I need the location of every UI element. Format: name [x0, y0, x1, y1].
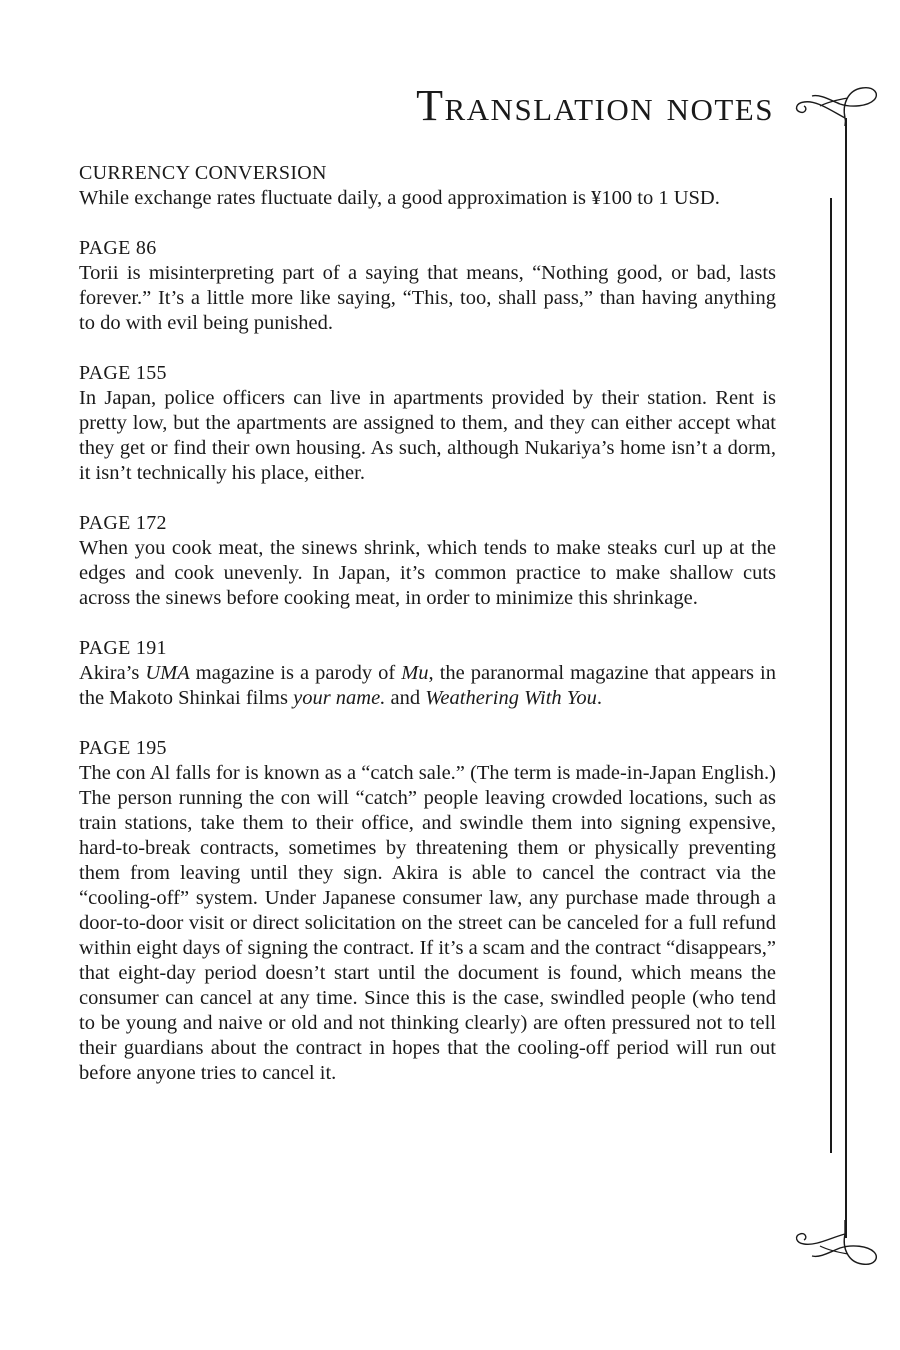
- note-heading: PAGE 195: [79, 737, 167, 759]
- note-heading: CURRENCY CONVERSION: [79, 162, 327, 184]
- note-heading: PAGE 191: [79, 637, 167, 659]
- note-heading: PAGE 172: [79, 512, 167, 534]
- note-text: magazine is a parody of: [189, 662, 402, 684]
- notes-list: [79, 161, 776, 1111]
- film-title: your name.: [293, 687, 386, 709]
- note-page-191: [79, 636, 776, 711]
- note-text: Akira’s: [79, 662, 146, 684]
- note-heading: PAGE 86: [79, 237, 157, 259]
- note-page-155: [79, 361, 776, 486]
- magazine-title: UMA: [145, 662, 190, 684]
- note-page-172: [79, 511, 776, 611]
- note-body: When you cook meat, the sinews shrink, which tends to make steaks curl up at the edges and cook unevenly. In Japan, it’s common practice to make shallow cuts across the sinews before cooking meat, in order to minimize this shrinkage.: [79, 537, 776, 609]
- note-page-195: [79, 736, 776, 1086]
- flourish-icon: [790, 1220, 882, 1270]
- vertical-rule-short: [830, 198, 832, 1153]
- note-body: [79, 661, 776, 711]
- note-text: .: [596, 687, 602, 709]
- magazine-title: Mu: [401, 662, 429, 684]
- note-text: and: [385, 687, 426, 709]
- note-body: In Japan, police officers can live in apartments provided by their station. Rent is pretty low, but the apartments are assigned to them, and they can either accept what they get or find their own housing. As such, although Nukariya’s home isn’t a dorm, it isn’t technically his place, either.: [79, 387, 776, 484]
- note-heading: PAGE 155: [79, 362, 167, 384]
- page-title: Translation notes: [416, 81, 774, 130]
- flourish-icon: [790, 80, 882, 126]
- note-body: Torii is misinterpreting part of a saying that means, “Nothing good, or bad, lasts forever.” It’s a little more like saying, “This, too, shall pass,” than having anything to do with evil being punished.: [79, 262, 776, 334]
- note-page-86: [79, 236, 776, 336]
- note-body: The con Al falls for is known as a “catch sale.” (The term is made-in-Japan English.) The person running the con will “catch” people leaving crowded locations, such as train stations, take them to their office, and swindle them into signing expensive, hard-to-break contracts, sometimes by threatening them or physically preventing them from leaving until they sign. Akira is able to cancel the contract via the “cooling-off” system. Under Japanese consumer law, any purchase made through a door-to-door visit or direct solicitation on the street can be canceled for a full refund within eight days of signing the contract. If it’s a scam and the contract “disappears,” that eight-day period doesn’t start until the document is found, which means the consumer can cancel at any time. Since this is the case, swindled people (who tend to be young and naive or old and not thinking clearly) are often pressured not to tell their guardians about the contract in hopes that the cooling-off period will run out before anyone tries to cancel it.: [79, 762, 776, 1084]
- note-body: While exchange rates fluctuate daily, a good approximation is ¥100 to 1 USD.: [79, 187, 720, 209]
- film-title: Weathering With You: [425, 687, 597, 709]
- note-currency: [79, 161, 776, 211]
- note-text: , the paranormal magazine that appears in the Makoto Shinkai films: [79, 662, 776, 709]
- vertical-rule-long: [845, 118, 847, 1238]
